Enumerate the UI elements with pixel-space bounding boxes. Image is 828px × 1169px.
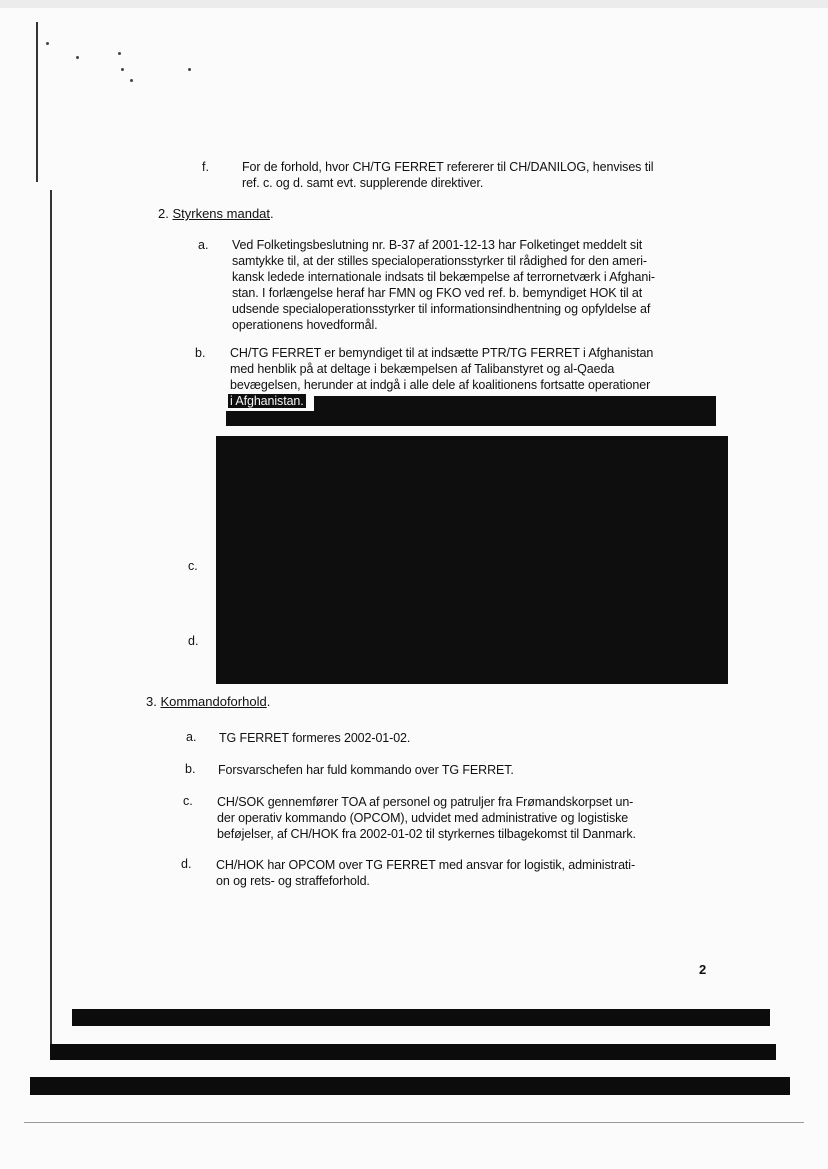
section-number: 2. [158, 206, 169, 221]
paragraph-line: bevægelsen, herunder at indgå i alle dele af koalitionens fortsatte operationer [230, 378, 651, 392]
highlighted-text: i Afghanistan. [230, 394, 304, 408]
scan-edge [0, 0, 828, 8]
item-label: d. [188, 634, 199, 648]
paragraph-line: udsende specialoperationsstyrker til informationsindhentning og opfyldelse af [232, 302, 651, 316]
item-label: c. [188, 559, 198, 573]
paragraph-line: samtykke til, at der stilles specialoperationsstyrker til rådighed for den ameri- [232, 254, 647, 268]
scan-speck [188, 68, 191, 71]
paragraph-line: For de forhold, hvor CH/TG FERRET refererer til CH/DANILOG, henvises til [242, 160, 654, 174]
paragraph-line: beføjelser, af CH/HOK fra 2002-01-02 til styrkernes tilbagekomst til Danmark. [217, 827, 636, 841]
paragraph-line: CH/TG FERRET er bemyndiget til at indsætte PTR/TG FERRET i Afghanistan [230, 346, 654, 360]
paragraph-line: stan. I forlængelse heraf har FMN og FKO ved ref. b. bemyndiget HOK til at [232, 286, 643, 300]
paragraph-line: der operativ kommando (OPCOM), udvidet med administrative og logistiske [217, 811, 629, 825]
paragraph-line: CH/SOK gennemfører TOA af personel og patruljer fra Frømandskorpset un- [217, 795, 634, 809]
paragraph-line: ref. c. og d. samt evt. supplerende direktiver. [242, 176, 484, 190]
item-label: c. [183, 794, 193, 808]
footer-bar [72, 1009, 770, 1026]
item-label: a. [186, 730, 197, 744]
section-heading [146, 694, 270, 709]
paragraph-line: on og rets- og straffeforhold. [216, 874, 370, 888]
section-heading [158, 206, 274, 221]
item-label: f. [202, 160, 209, 174]
redaction-block [226, 411, 316, 426]
section-title: Styrkens mandat [172, 206, 271, 221]
scan-line [24, 1122, 804, 1123]
paragraph-line: CH/HOK har OPCOM over TG FERRET med ansvar for logistik, administrati- [216, 858, 636, 872]
paragraph-line [228, 394, 306, 410]
margin-rule [50, 190, 52, 1048]
paragraph-line: kansk ledede internationale indsats til bekæmpelse af terrornetværk i Afghani- [232, 270, 655, 284]
scan-speck [130, 79, 133, 82]
section-title-suffix: . [266, 694, 271, 709]
paragraph-line: med henblik på at deltage i bekæmpelsen af Talibanstyret og al-Qaeda [230, 362, 615, 376]
page-number: 2 [699, 962, 707, 977]
paragraph-line: TG FERRET formeres 2002-01-02. [219, 731, 411, 745]
margin-rule [36, 22, 38, 182]
paragraph-line: Forsvarschefen har fuld kommando over TG FERRET. [218, 763, 514, 777]
footer-bar [30, 1077, 790, 1095]
scan-speck [118, 52, 121, 55]
scan-speck [46, 42, 49, 45]
scan-speck [76, 56, 79, 59]
scan-speck [121, 68, 124, 71]
section-number: 3. [146, 694, 157, 709]
redaction-block [314, 396, 716, 426]
item-label: a. [198, 238, 209, 252]
footer-bar [50, 1044, 776, 1060]
redaction-block [216, 436, 728, 684]
item-label: d. [181, 857, 192, 871]
paragraph-line: operationens hovedformål. [232, 318, 378, 332]
item-label: b. [195, 346, 206, 360]
section-title-suffix: . [270, 206, 274, 221]
section-title: Kommandoforhold [160, 694, 267, 709]
item-label: b. [185, 762, 196, 776]
paragraph-line: Ved Folketingsbeslutning nr. B-37 af 2001-12-13 har Folketinget meddelt sit [232, 238, 643, 252]
